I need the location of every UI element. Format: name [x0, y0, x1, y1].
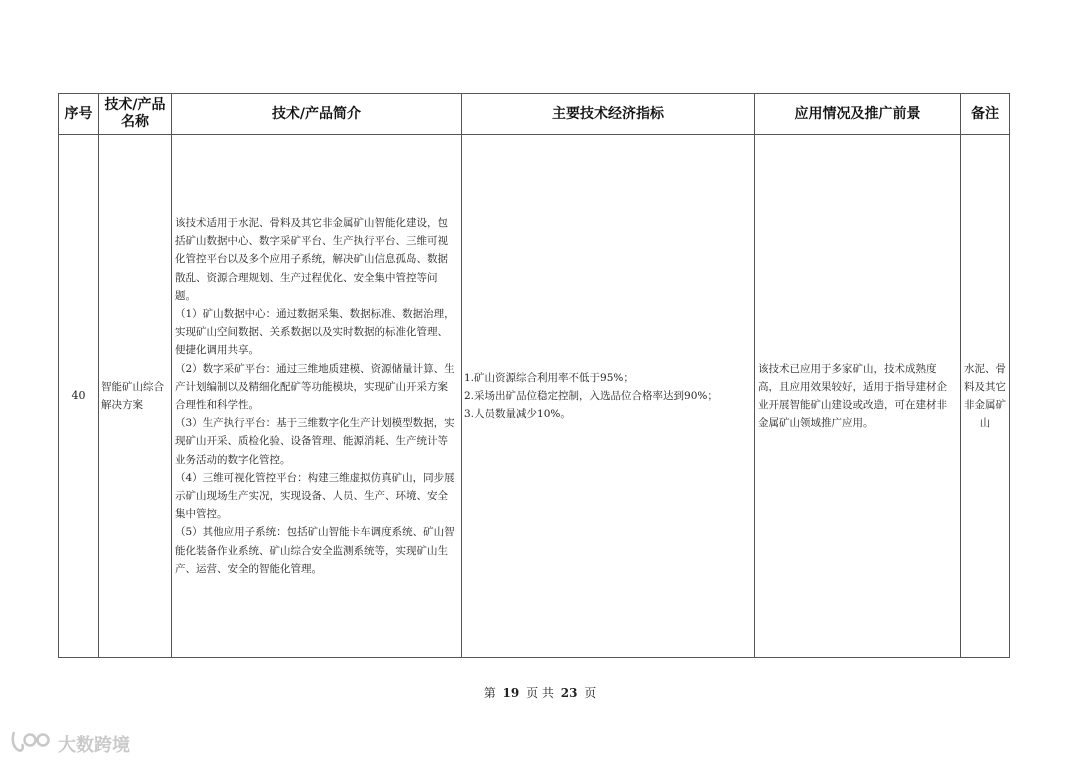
indicator-item: 3.人员数量减少10%。 [464, 408, 571, 421]
page-footer [0, 684, 1080, 701]
table-header-row [59, 94, 1010, 135]
product-table [58, 93, 1010, 658]
row-name: 智能矿山综合解决方案 [99, 135, 172, 658]
indicator-item: 1.矿山资源综合利用率不低于95%； [464, 371, 634, 384]
intro-paragraph: （3）生产执行平台：基于三维数字化生产计划模型数据，实现矿山开采、质检化验、设备管理、能源消耗、生产统计等业务活动的数字化管控。 [175, 417, 455, 466]
row-application: 该技术已应用于多家矿山，技术成熟度高，且应用效果较好，适用于指导建材企业开展智能矿山建设或改造，可在建材非金属矿山领域推广应用。 [755, 135, 961, 658]
footer-prefix: 第 [483, 686, 496, 700]
intro-paragraph: 该技术适用于水泥、骨料及其它非金属矿山智能化建设，包括矿山数据中心、数字采矿平台、生产执行平台、三维可视化管控平台以及多个应用子系统，解决矿山信息孤岛、数据散乱、资源合理规划、生产过程优化、安全集中管控等问题。 [175, 216, 448, 302]
intro-paragraph: （2）数字采矿平台：通过三维地质建模、资源储量计算、生产计划编制以及精细化配矿等功能模块，实现矿山开采方案合理性和科学性。 [175, 362, 455, 411]
intro-paragraph: （5）其他应用子系统：包括矿山智能卡车调度系统、矿山智能化装备作业系统、矿山综合安全监测系统等，实现矿山生产、运营、安全的智能化管理。 [175, 526, 455, 575]
row-intro [172, 135, 462, 658]
row-note: 水泥、骨料及其它非金属矿山 [961, 135, 1010, 658]
header-note: 备注 [961, 94, 1010, 135]
intro-paragraph: （4）三维可视化管控平台：构建三维虚拟仿真矿山，同步展示矿山现场生产实况，实现设备、人员、生产、环境、安全集中管控。 [175, 471, 455, 521]
header-application: 应用情况及推广前景 [755, 94, 961, 135]
watermark-text: 大数跨境 [58, 734, 130, 756]
header-no: 序号 [59, 94, 99, 135]
logo-icon [10, 728, 54, 759]
footer-total-pages: 23 [560, 686, 578, 700]
watermark [10, 728, 130, 759]
table-row [59, 135, 1010, 658]
footer-middle: 页 共 [526, 686, 554, 700]
footer-current-page: 19 [502, 686, 520, 700]
footer-suffix: 页 [584, 686, 597, 700]
row-indicators [462, 135, 755, 658]
indicator-item: 2.采场出矿品位稳定控制，入选品位合格率达到90%； [464, 389, 718, 402]
intro-paragraph: （1）矿山数据中心：通过数据采集、数据标准、数据治理，实现矿山空间数据、关系数据以及实时数据的标准化管理、便捷化调用共享。 [175, 307, 455, 357]
header-indicators: 主要技术经济指标 [462, 94, 755, 135]
header-intro: 技术/产品简介 [172, 94, 462, 135]
header-name: 技术/产品名称 [99, 94, 172, 135]
row-no: 40 [59, 135, 99, 658]
